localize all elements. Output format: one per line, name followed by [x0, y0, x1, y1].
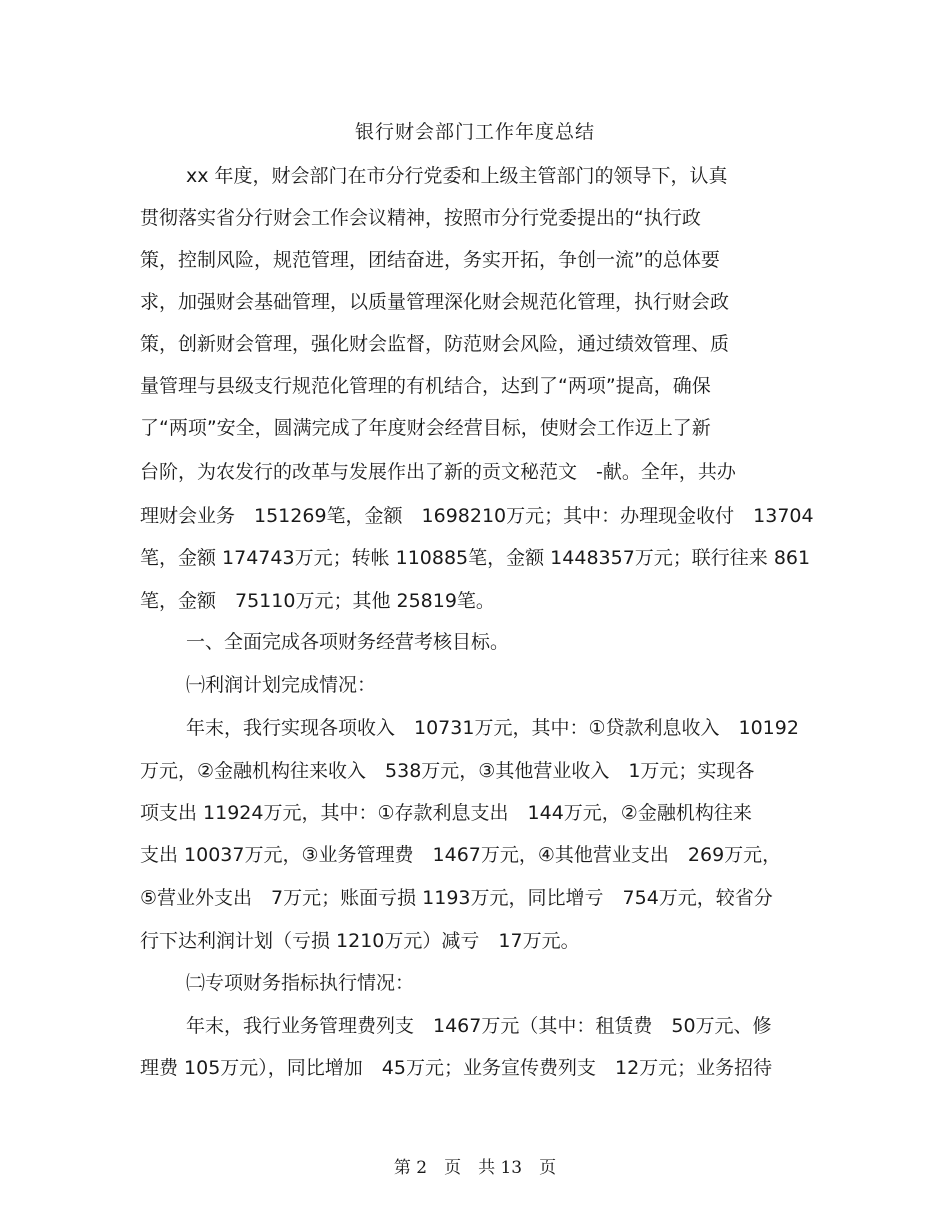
paragraph-line: 项支出 11924万元，其中：①存款利息支出 144万元，②金融机构往来: [140, 802, 752, 824]
paragraph-line: 策，控制风险，规范管理，团结奋进，务实开拓，争创一流”的总体要: [140, 249, 720, 271]
paragraph-line: 理财会业务 151269笔，金额 1698210万元；其中：办理现金收付 13704: [140, 505, 814, 527]
paragraph-line: 量管理与县级支行规范化管理的有机结合，达到了“两项”提高，确保: [140, 375, 711, 397]
paragraph-line: 笔，金额 174743万元；转帐 110885笔，金额 1448357万元；联行往来 861: [140, 547, 811, 569]
paragraph-line: 台阶，为农发行的改革与发展作出了新的贡文秘范文 -献。全年，共办: [140, 461, 736, 483]
paragraph-line: 笔，金额 75110万元；其他 25819笔。: [140, 590, 495, 612]
subsection-heading: ㈠利润计划完成情况：: [186, 674, 377, 696]
paragraph-line: 年末，我行实现各项收入 10731万元，其中：①贷款利息收入 10192: [186, 717, 799, 739]
paragraph-line: 策，创新财会管理，强化财会监督，防范财会风险，通过绩效管理、质: [140, 333, 730, 355]
section-heading: 一、全面完成各项财务经营考核目标。: [186, 631, 510, 653]
paragraph-line: 支出 10037万元，③业务管理费 1467万元，④其他营业支出 269万元，: [140, 844, 782, 866]
paragraph-line: 万元，②金融机构往来收入 538万元，③其他营业收入 1万元；实现各: [140, 760, 755, 782]
page-number: 第 2 页 共 13 页: [393, 1158, 557, 1178]
paragraph-line: 年末，我行业务管理费列支 1467万元（其中：租赁费 50万元、修: [186, 1015, 772, 1037]
paragraph-line: 行下达利润计划（亏损 1210万元）减亏 17万元。: [140, 930, 580, 952]
paragraph-line: 了“两项”安全，圆满完成了年度财会经营目标，使财会工作迈上了新: [140, 417, 711, 439]
paragraph-line: ⑤营业外支出 7万元；账面亏损 1193万元，同比增亏 754万元，较省分: [140, 887, 773, 909]
subsection-heading: ㈡专项财务指标执行情况：: [186, 972, 415, 994]
paragraph-line: xx 年度，财会部门在市分行党委和上级主管部门的领导下，认真: [186, 165, 728, 187]
paragraph-line: 贯彻落实省分行财会工作会议精神，按照市分行党委提出的“执行政: [140, 207, 701, 229]
document-title: 银行财会部门工作年度总结: [354, 121, 595, 143]
paragraph-line: 求，加强财会基础管理，以质量管理深化财会规范化管理，执行财会政: [140, 291, 730, 313]
paragraph-line: 理费 105万元），同比增加 45万元；业务宣传费列支 12万元；业务招待: [140, 1057, 773, 1079]
